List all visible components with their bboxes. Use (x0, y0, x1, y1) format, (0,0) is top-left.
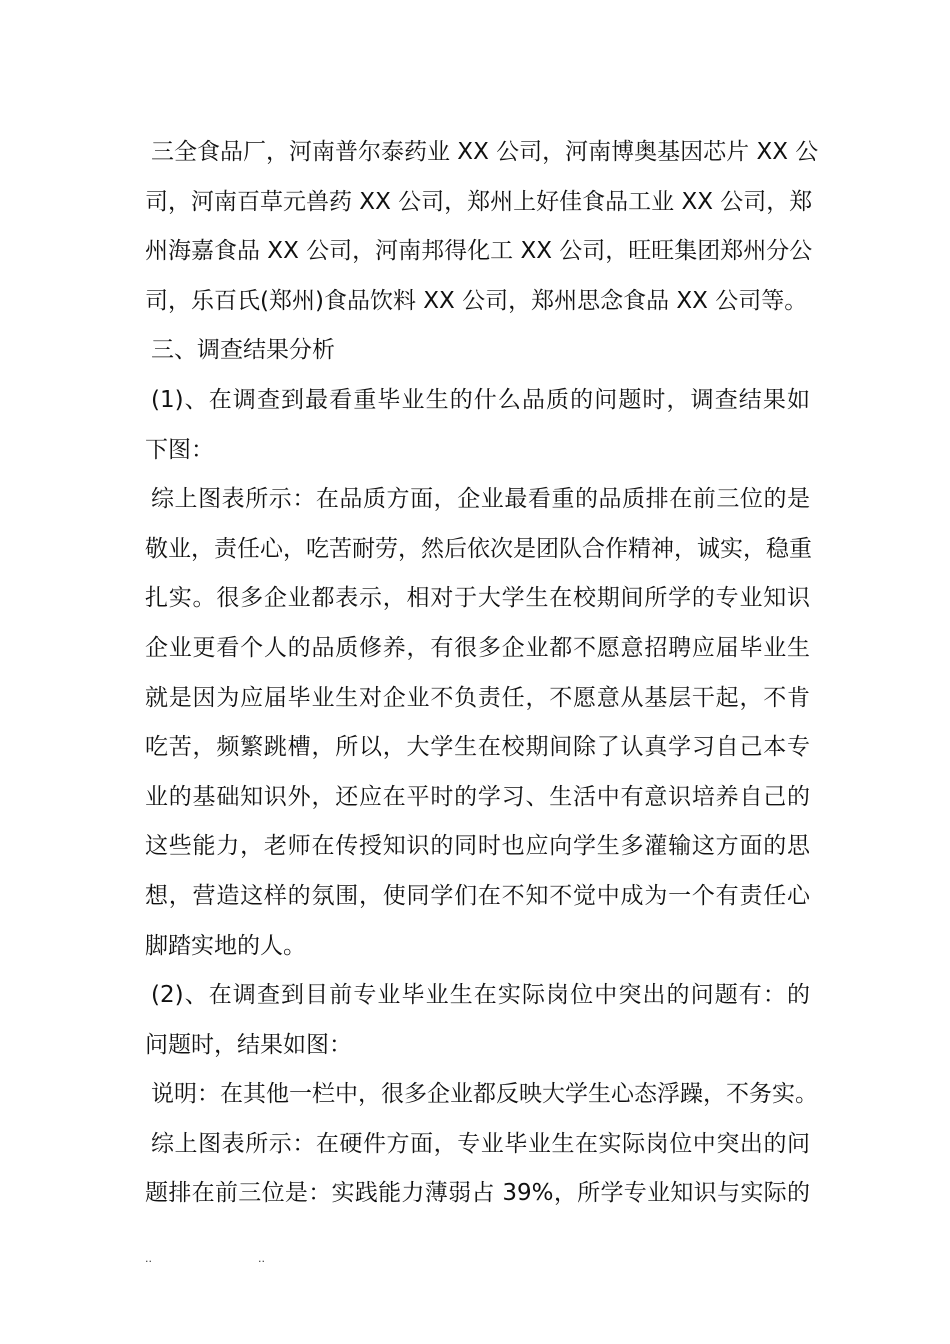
paragraph-line: 敬业，责任心，吃苦耐劳，然后依次是团队合作精神，诚实，稳重 (145, 535, 812, 562)
paragraph-line: 下图： (145, 436, 214, 463)
paragraph-line: 这些能力，老师在传授知识的同时也应向学生多灌输这方面的思 (145, 833, 810, 860)
paragraph-line: 扎实。很多企业都表示，相对于大学生在校期间所学的专业知识 (145, 585, 810, 612)
paragraph-line: 司，河南百草元兽药 XX 公司，郑州上好佳食品工业 XX 公司，郑 (145, 188, 813, 215)
paragraph-line: 州海嘉食品 XX 公司，河南邦得化工 XX 公司，旺旺集团郑州分公 (145, 238, 813, 265)
paragraph-line: 业的基础知识外，还应在平时的学习、生活中有意识培养自己的 (145, 783, 810, 810)
section-heading: 三、调查结果分析 (151, 337, 335, 364)
paragraph-line: 吃苦，频繁跳槽，所以，大学生在校期间除了认真学习自己本专 (145, 734, 810, 761)
paragraph-line: 就是因为应届毕业生对企业不负责任，不愿意从基层干起，不肯 (145, 684, 810, 711)
paragraph-line: 问题时，结果如图： (145, 1031, 352, 1058)
paragraph-line: 题排在前三位是：实践能力薄弱占 39%，所学专业知识与实际的 (145, 1180, 810, 1207)
paragraph-line: 综上图表所示：在品质方面，企业最看重的品质排在前三位的是 (151, 486, 810, 513)
paragraph-line: 综上图表所示：在硬件方面，专业毕业生在实际岗位中突出的问 (151, 1130, 810, 1157)
paragraph-line: 三全食品厂，河南普尔泰药业 XX 公司，河南博奥基因芯片 XX 公 (151, 139, 819, 165)
paragraph-line: (1)、在调查到最看重毕业生的什么品质的问题时，调查结果如 (151, 386, 810, 413)
footer-mark: .. (258, 1252, 265, 1265)
paragraph-line: 想，营造这样的氛围，使同学们在不知不觉中成为一个有责任心 (145, 882, 810, 909)
paragraph-line: 脚踏实地的人。 (145, 932, 306, 959)
paragraph-line: 司，乐百氏(郑州)食品饮料 XX 公司，郑州思念食品 XX 公司等。 (145, 287, 808, 314)
paragraph-line: 企业更看个人的品质修养，有很多企业都不愿意招聘应届毕业生 (145, 634, 810, 661)
page-footer (145, 1252, 285, 1266)
paragraph-line: (2)、在调查到目前专业毕业生在实际岗位中突出的问题有：的 (151, 982, 810, 1009)
paragraph-line: 说明：在其他一栏中，很多企业都反映大学生心态浮躁，不务实。 (151, 1081, 818, 1108)
document-body (145, 128, 819, 1219)
footer-mark: .. (145, 1252, 152, 1265)
